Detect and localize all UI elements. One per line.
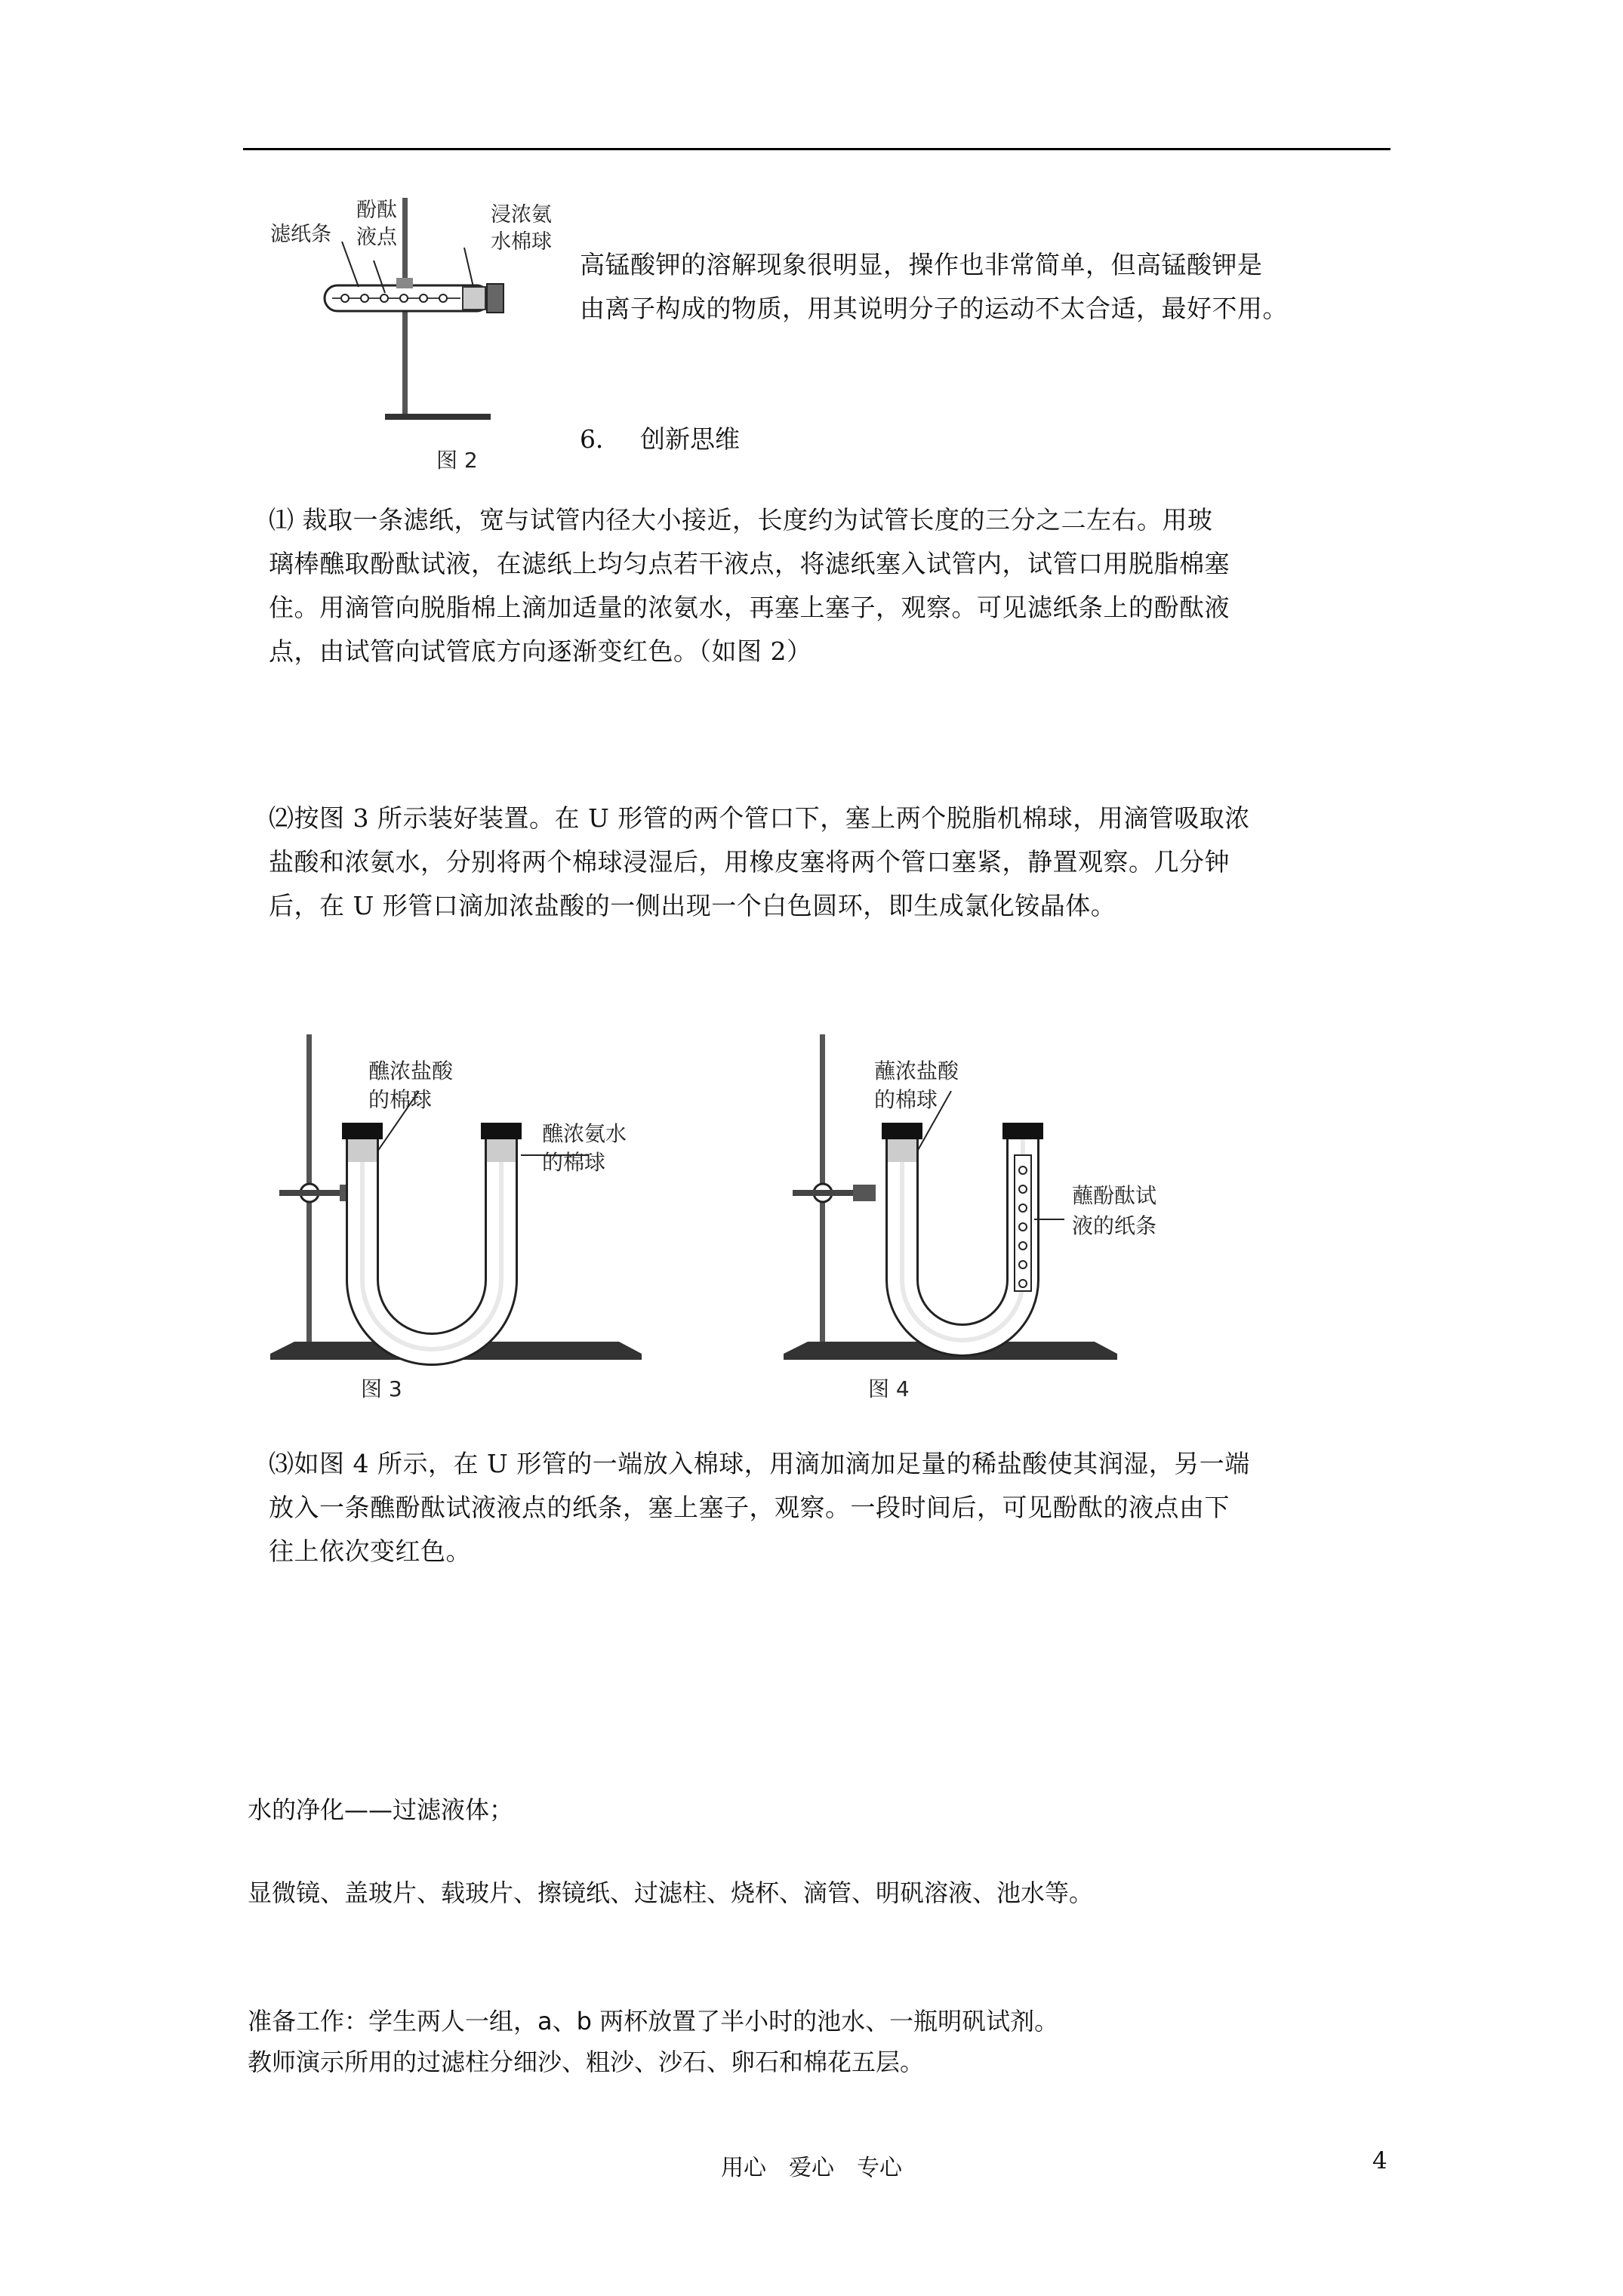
paragraph-line: 盐酸和浓氨水，分别将两个棉球浸湿后，用橡皮塞将两个管口塞紧，静置观察。几分钟 (269, 847, 1230, 877)
section-6-heading (580, 420, 740, 455)
paragraph-line: ⑶如图 4 所示，在 U 形管的一端放入棉球，用滴加滴加足量的稀盐酸使其润湿，另一端 (269, 1449, 1250, 1478)
paragraph-line: 点，由试管向试管底方向逐渐变红色。（如图 2） (269, 636, 812, 666)
page-footer: 用心 爱心 专心 (721, 2155, 902, 2181)
figure-4-label-hcl-2: 的棉球 (874, 1087, 938, 1112)
figure-4-caption: 图 4 (868, 1376, 910, 1401)
figure-2-label-cotton-2: 水棉球 (491, 230, 552, 254)
figure-2-label-phenol-1: 酚酞 (356, 199, 397, 222)
water-materials: 显微镜、盖玻片、载玻片、擦镜纸、过滤柱、烧杯、滴管、明矾溶液、池水等。 (248, 1878, 1094, 1907)
section-6-number: 6． (580, 424, 621, 454)
intro-line: 高锰酸钾的溶解现象很明显，操作也非常简单，但高锰酸钾是 (580, 250, 1263, 279)
figure-2-label-phenol-2: 液点 (356, 226, 397, 249)
water-prep-1: 准备工作：学生两人一组，a、b 两杯放置了半小时的池水、一瓶明矾试剂。 (248, 2007, 1059, 2036)
paragraph-line: ⑴ 裁取一条滤纸，宽与试管内径大小接近，长度约为试管长度的三分之二左右。用玻 (269, 505, 1213, 535)
paragraph-line: 璃棒醮取酚酞试液，在滤纸上均匀点若干液点，将滤纸塞入试管内，试管口用脱脂棉塞 (269, 549, 1230, 578)
paragraph-line: 放入一条醮酚酞试液液点的纸条，塞上塞子，观察。一段时间后，可见酚酞的液点由下 (269, 1493, 1230, 1522)
figure-3-diagram (264, 1031, 687, 1378)
paragraph-2 (269, 797, 1250, 928)
paragraph-line: 住。用滴管向脱脂棉上滴加适量的浓氨水，再塞上塞子，观察。可见滤纸条上的酚酞液 (269, 593, 1230, 622)
paragraph-1 (269, 498, 1230, 673)
paragraph-line: 往上依次变红色。 (269, 1536, 471, 1566)
intro-line: 由离子构成的物质，用其说明分子的运动不太合适，最好不用。 (580, 294, 1288, 323)
paragraph-line: 后，在 U 形管口滴加浓盐酸的一侧出现一个白色圆环，即生成氯化铵晶体。 (269, 891, 1116, 920)
figure-4-label-hcl-1: 蘸浓盐酸 (874, 1059, 959, 1083)
figure-2-label-paper: 滤纸条 (270, 223, 331, 246)
figure-3-label-nh3-1: 醮浓氨水 (542, 1121, 627, 1146)
water-section-title: 水的净化——过滤液体； (248, 1795, 514, 1824)
figure-3-label-nh3-2: 的棉球 (542, 1150, 606, 1175)
figure-3-caption: 图 3 (361, 1376, 402, 1401)
figure-2-caption: 图 2 (436, 448, 478, 473)
figure-3-label-hcl-2: 的棉球 (368, 1087, 433, 1112)
section-6-title: 创新思维 (640, 424, 740, 454)
header-rule (243, 148, 1390, 150)
page-number: 4 (1372, 2147, 1387, 2174)
water-prep-2: 教师演示所用的过滤柱分细沙、粗沙、沙石、卵石和棉花五层。 (248, 2048, 925, 2076)
paragraph-3 (269, 1442, 1250, 1573)
figure-2-label-cotton-1: 浸浓氨 (491, 203, 552, 227)
figure-4-label-strip-2: 液的纸条 (1072, 1213, 1157, 1238)
intro-paragraph (580, 243, 1288, 331)
figure-3-label-hcl-1: 醮浓盐酸 (368, 1059, 454, 1083)
paragraph-line: ⑵按图 3 所示装好装置。在 U 形管的两个管口下，塞上两个脱脂机棉球，用滴管吸取浓 (269, 803, 1250, 833)
figure-4-label-strip-1: 蘸酚酞试 (1072, 1183, 1157, 1208)
